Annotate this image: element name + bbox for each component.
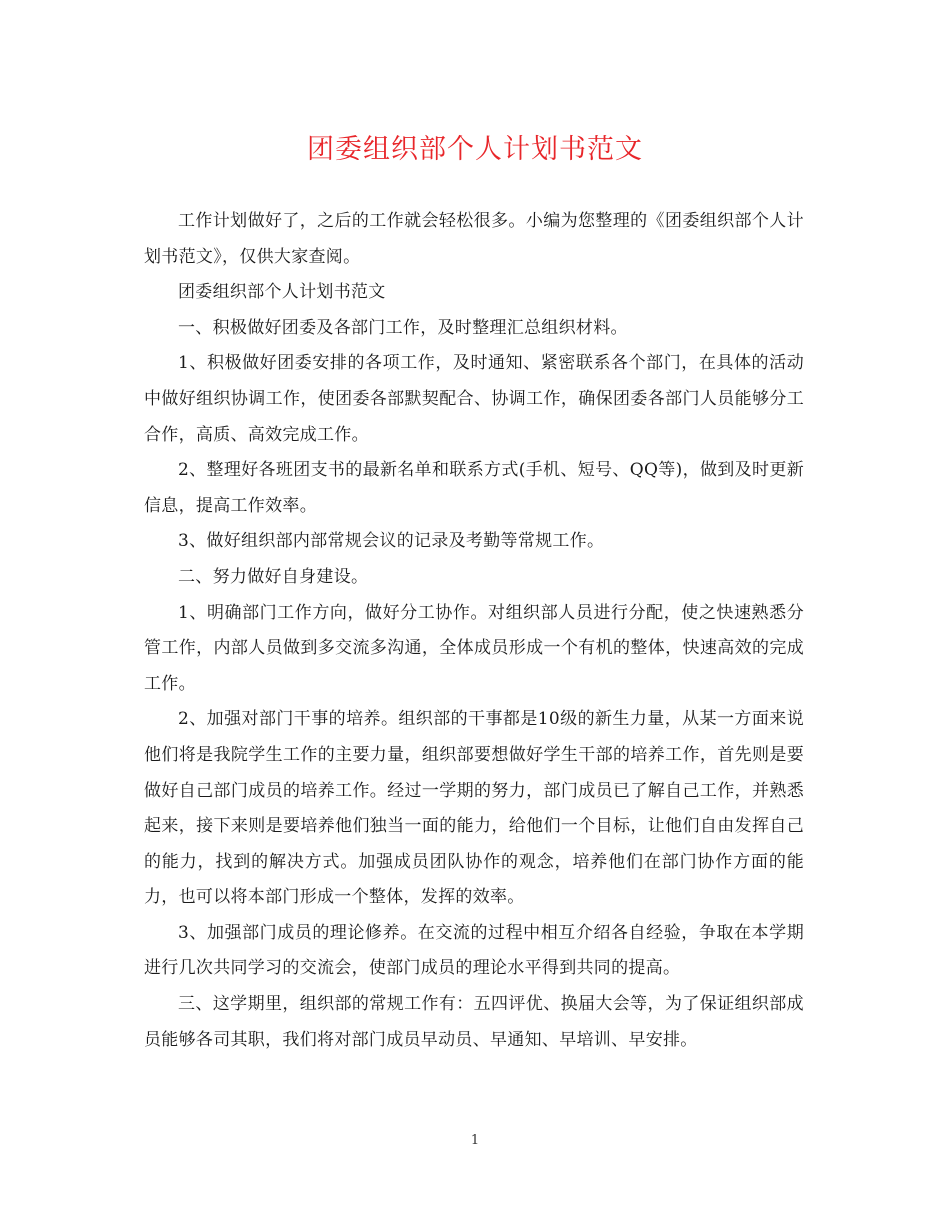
document-title: 团委组织部个人计划书范文	[307, 134, 643, 165]
paragraph-1-1: 1、积极做好团委安排的各项工作，及时通知、紧密联系各个部门，在具体的活动中做好组织协调工作，使团委各部默契配合、协调工作，确保团委各部门人员能够分工合作，高质、高效完成工作。	[144, 353, 804, 445]
paragraph-subtitle: 团委组织部个人计划书范文	[178, 282, 386, 303]
document-body	[144, 204, 804, 1058]
paragraph-intro: 工作计划做好了，之后的工作就会轻松很多。小编为您整理的《团委组织部个人计划书范文》，仅供大家查阅。	[144, 211, 804, 267]
paragraph-1-2: 2、整理好各班团支书的最新名单和联系方式(手机、短号、QQ等)，做到及时更新信息，提高工作效率。	[144, 460, 804, 516]
section-heading-3: 三、这学期里，组织部的常规工作有：五四评优、换届大会等，为了保证组织部成员能够各司其职，我们将对部门成员早动员、早通知、早培训、早安排。	[144, 994, 804, 1050]
paragraph-2-3: 3、加强部门成员的理论修养。在交流的过程中相互介绍各自经验，争取在本学期进行几次共同学习的交流会，使部门成员的理论水平得到共同的提高。	[144, 922, 804, 979]
section-heading-2: 二、努力做好自身建设。	[178, 566, 369, 587]
section-heading-1: 一、积极做好团委及各部门工作，及时整理汇总组织材料。	[178, 317, 628, 338]
paragraph-1-3: 3、做好组织部内部常规会议的记录及考勤等常规工作。	[178, 531, 605, 552]
paragraph-2-1: 1、明确部门工作方向，做好分工协作。对组织部人员进行分配，使之快速熟悉分管工作，内部人员做到多交流多沟通，全体成员形成一个有机的整体，快速高效的完成工作。	[144, 602, 804, 694]
page-number: 1	[470, 1133, 480, 1148]
paragraph-2-2: 2、加强对部门干事的培养。组织部的干事都是10级的新生力量，从某一方面来说他们将是我院学生工作的主要力量，组织部要想做好学生干部的培养工作，首先则是要做好自己部门成员的培养工作。经过一学期的努力，部门成员已了解自己工作，并熟悉起来，接下来则是要培养他们独当一面的能力，给他们一个目标，让他们自由发挥自己的能力，找到的解决方式。加强成员团队协作的观念，培养他们在部门协作方面的能力，也可以将本部门形成一个整体，发挥的效率。	[144, 709, 804, 908]
